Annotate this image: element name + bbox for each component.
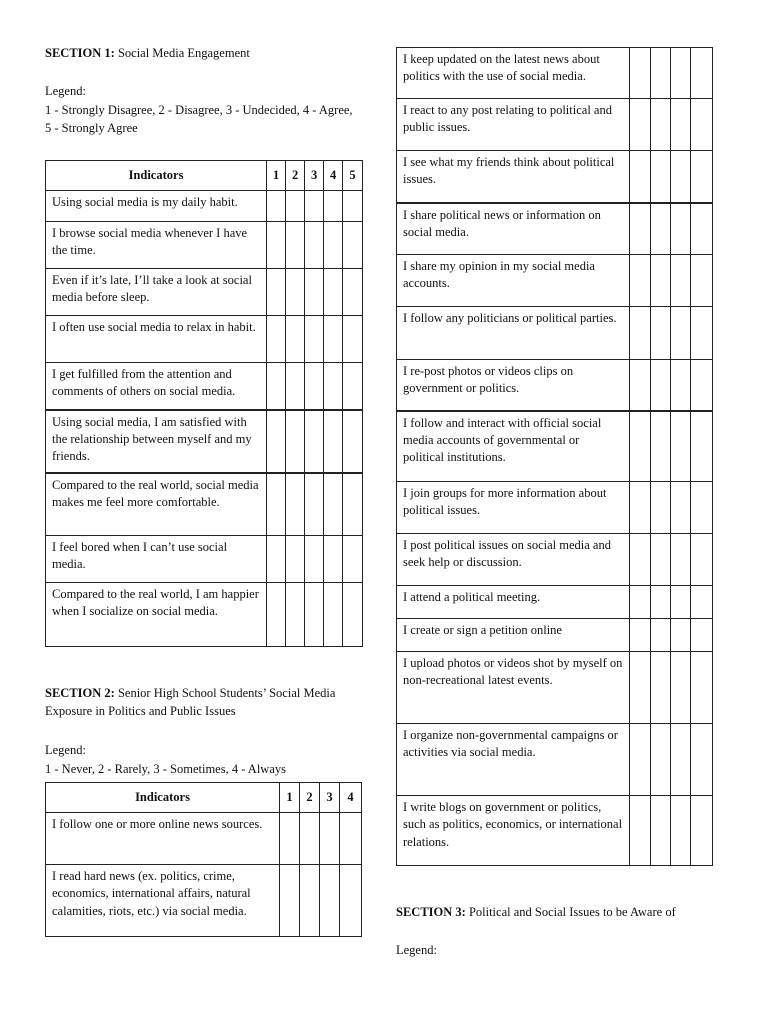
rating-cell-3[interactable] <box>671 360 691 411</box>
rating-cell-2[interactable] <box>286 222 305 269</box>
indicators-header: Indicators <box>46 161 267 191</box>
scale-header-4: 4 <box>340 783 362 813</box>
rating-cell-2[interactable] <box>651 307 671 360</box>
table-row <box>397 255 713 307</box>
section3-title <box>396 904 736 922</box>
rating-cell-4[interactable] <box>691 151 713 203</box>
rating-cell-5[interactable] <box>343 536 363 583</box>
scale-header-3: 3 <box>320 783 340 813</box>
rating-cell-5[interactable] <box>343 410 363 473</box>
rating-cell-2[interactable] <box>651 619 671 652</box>
table-row <box>397 411 713 482</box>
table-row <box>397 482 713 534</box>
rating-cell-2[interactable] <box>286 473 305 536</box>
rating-cell-1[interactable] <box>630 48 651 99</box>
indicator-text: Even if it’s late, I’ll take a look at social media before sleep. <box>46 269 267 316</box>
rating-cell-3[interactable] <box>671 534 691 586</box>
rating-cell-1[interactable] <box>630 99 651 151</box>
rating-cell-4[interactable] <box>691 586 713 619</box>
rating-cell-2[interactable] <box>651 360 671 411</box>
rating-cell-3[interactable] <box>305 536 324 583</box>
rating-cell-5[interactable] <box>343 316 363 363</box>
rating-cell-3[interactable] <box>305 473 324 536</box>
rating-cell-2[interactable] <box>651 151 671 203</box>
indicator-text: I react to any post relating to political and public issues. <box>397 99 630 151</box>
rating-cell-1[interactable] <box>630 586 651 619</box>
rating-cell-4[interactable] <box>324 536 343 583</box>
rating-cell-1[interactable] <box>280 813 300 865</box>
section2-table-continued <box>396 47 713 866</box>
indicator-text: I follow any politicians or political parties. <box>397 307 630 360</box>
indicators-header: Indicators <box>46 783 280 813</box>
rating-cell-1[interactable] <box>267 363 286 410</box>
table-row <box>46 536 363 583</box>
scale-header-2: 2 <box>300 783 320 813</box>
section3-title-text: Political and Social Issues to be Aware of <box>465 905 676 919</box>
rating-cell-1[interactable] <box>630 796 651 866</box>
rating-cell-1[interactable] <box>267 410 286 473</box>
rating-cell-3[interactable] <box>320 813 340 865</box>
indicator-text: I attend a political meeting. <box>397 586 630 619</box>
rating-cell-2[interactable] <box>651 411 671 482</box>
rating-cell-4[interactable] <box>691 203 713 255</box>
scale-header-3: 3 <box>305 161 324 191</box>
section1-legend-label: Legend: <box>45 84 86 98</box>
rating-cell-3[interactable] <box>671 482 691 534</box>
scale-header-1: 1 <box>280 783 300 813</box>
rating-cell-3[interactable] <box>671 652 691 724</box>
section2-title <box>45 685 375 720</box>
rating-cell-2[interactable] <box>651 255 671 307</box>
table-row <box>397 48 713 99</box>
section2-title-text: Senior High School Students’ Social Media Exposure in Politics and Public Issues <box>45 686 336 718</box>
indicator-text: I re-post photos or videos clips on government or politics. <box>397 360 630 411</box>
indicator-text: I often use social media to relax in habit. <box>46 316 267 363</box>
rating-cell-2[interactable] <box>651 796 671 866</box>
section1-heading: SECTION 1: <box>45 46 115 60</box>
rating-cell-1[interactable] <box>630 534 651 586</box>
rating-cell-4[interactable] <box>324 410 343 473</box>
section3-heading: SECTION 3: <box>396 905 466 919</box>
rating-cell-1[interactable] <box>630 724 651 796</box>
rating-cell-3[interactable] <box>671 411 691 482</box>
rating-cell-2[interactable] <box>651 48 671 99</box>
rating-cell-3[interactable] <box>671 99 691 151</box>
rating-cell-3[interactable] <box>671 203 691 255</box>
indicator-text: I share political news or information on social media. <box>397 203 630 255</box>
table-row <box>46 269 363 316</box>
rating-cell-1[interactable] <box>630 482 651 534</box>
indicator-text: I follow one or more online news sources. <box>46 813 280 865</box>
table-row <box>397 360 713 411</box>
table-row <box>397 203 713 255</box>
rating-cell-1[interactable] <box>267 536 286 583</box>
rating-cell-4[interactable] <box>691 255 713 307</box>
rating-cell-3[interactable] <box>671 796 691 866</box>
section1-legend-text: 1 - Strongly Disagree, 2 - Disagree, 3 - Undecided, 4 - Agree, 5 - Strongly Agree <box>45 103 353 135</box>
rating-cell-2[interactable] <box>286 269 305 316</box>
rating-cell-4[interactable] <box>691 411 713 482</box>
indicator-text: I join groups for more information about political issues. <box>397 482 630 534</box>
scale-header-4: 4 <box>324 161 343 191</box>
rating-cell-5[interactable] <box>343 363 363 410</box>
rating-cell-3[interactable] <box>305 583 324 647</box>
rating-cell-2[interactable] <box>651 652 671 724</box>
indicator-text: I see what my friends think about political issues. <box>397 151 630 203</box>
rating-cell-2[interactable] <box>286 363 305 410</box>
rating-cell-4[interactable] <box>324 316 343 363</box>
indicator-text: I browse social media whenever I have the time. <box>46 222 267 269</box>
table-row <box>46 473 363 536</box>
rating-cell-1[interactable] <box>630 360 651 411</box>
indicator-text: I read hard news (ex. politics, crime, economics, international affairs, natural calamities, riots, etc.) via social media. <box>46 865 280 937</box>
table-row <box>397 586 713 619</box>
rating-cell-3[interactable] <box>305 222 324 269</box>
rating-cell-4[interactable] <box>691 99 713 151</box>
rating-cell-1[interactable] <box>630 255 651 307</box>
table-row <box>397 151 713 203</box>
rating-cell-2[interactable] <box>651 586 671 619</box>
rating-cell-4[interactable] <box>324 222 343 269</box>
rating-cell-1[interactable] <box>630 151 651 203</box>
section2-header-row <box>46 783 362 813</box>
rating-cell-1[interactable] <box>630 619 651 652</box>
rating-cell-4[interactable] <box>340 865 362 937</box>
rating-cell-3[interactable] <box>305 316 324 363</box>
rating-cell-4[interactable] <box>324 473 343 536</box>
rating-cell-2[interactable] <box>651 482 671 534</box>
rating-cell-4[interactable] <box>691 652 713 724</box>
table-row <box>46 410 363 473</box>
section1-table <box>45 160 363 647</box>
rating-cell-2[interactable] <box>651 203 671 255</box>
rating-cell-3[interactable] <box>305 191 324 222</box>
rating-cell-2[interactable] <box>286 410 305 473</box>
rating-cell-3[interactable] <box>320 865 340 937</box>
rating-cell-2[interactable] <box>286 191 305 222</box>
indicator-text: Compared to the real world, I am happier when I socialize on social media. <box>46 583 267 647</box>
indicator-text: I create or sign a petition online <box>397 619 630 652</box>
rating-cell-2[interactable] <box>300 865 320 937</box>
section1-title <box>45 45 365 63</box>
indicator-text: I post political issues on social media and seek help or discussion. <box>397 534 630 586</box>
rating-cell-2[interactable] <box>286 583 305 647</box>
indicator-text: I organize non-governmental campaigns or activities via social media. <box>397 724 630 796</box>
scale-header-2: 2 <box>286 161 305 191</box>
rating-cell-5[interactable] <box>343 473 363 536</box>
indicator-text: I get fulfilled from the attention and comments of others on social media. <box>46 363 267 410</box>
rating-cell-5[interactable] <box>343 191 363 222</box>
rating-cell-3[interactable] <box>305 363 324 410</box>
rating-cell-4[interactable] <box>691 48 713 99</box>
table-row <box>46 316 363 363</box>
rating-cell-3[interactable] <box>671 151 691 203</box>
rating-cell-4[interactable] <box>324 191 343 222</box>
table-row <box>397 534 713 586</box>
indicator-text: Using social media is my daily habit. <box>46 191 267 222</box>
rating-cell-4[interactable] <box>691 482 713 534</box>
rating-cell-1[interactable] <box>630 307 651 360</box>
indicator-text: I upload photos or videos shot by myself on non-recreational latest events. <box>397 652 630 724</box>
rating-cell-4[interactable] <box>691 307 713 360</box>
table-row <box>46 222 363 269</box>
rating-cell-1[interactable] <box>267 191 286 222</box>
table-row <box>46 865 362 937</box>
rating-cell-2[interactable] <box>286 316 305 363</box>
rating-cell-2[interactable] <box>300 813 320 865</box>
table-row <box>46 191 363 222</box>
rating-cell-1[interactable] <box>630 203 651 255</box>
indicator-text: I share my opinion in my social media accounts. <box>397 255 630 307</box>
table-row <box>397 652 713 724</box>
rating-cell-5[interactable] <box>343 222 363 269</box>
section3-legend-label: Legend: <box>396 943 437 957</box>
rating-cell-3[interactable] <box>671 307 691 360</box>
rating-cell-1[interactable] <box>267 583 286 647</box>
rating-cell-1[interactable] <box>267 316 286 363</box>
rating-cell-4[interactable] <box>691 724 713 796</box>
rating-cell-5[interactable] <box>343 583 363 647</box>
section2-legend-text: 1 - Never, 2 - Rarely, 3 - Sometimes, 4 - Always <box>45 762 286 776</box>
rating-cell-5[interactable] <box>343 269 363 316</box>
indicator-text: I keep updated on the latest news about politics with the use of social media. <box>397 48 630 99</box>
rating-cell-1[interactable] <box>630 411 651 482</box>
rating-cell-2[interactable] <box>651 534 671 586</box>
section2-legend-label: Legend: <box>45 743 86 757</box>
table-row <box>397 724 713 796</box>
rating-cell-3[interactable] <box>671 586 691 619</box>
table-row <box>46 813 362 865</box>
table-row <box>397 307 713 360</box>
section1-title-text: Social Media Engagement <box>114 46 250 60</box>
indicator-text: I write blogs on government or politics, such as politics, economics, or international relations. <box>397 796 630 866</box>
section2-heading: SECTION 2: <box>45 686 115 700</box>
rating-cell-1[interactable] <box>267 269 286 316</box>
rating-cell-4[interactable] <box>340 813 362 865</box>
table-row <box>46 363 363 410</box>
table-row <box>397 796 713 866</box>
rating-cell-1[interactable] <box>630 652 651 724</box>
indicator-text: Compared to the real world, social media makes me feel more comfortable. <box>46 473 267 536</box>
table-row <box>397 619 713 652</box>
indicator-text: I feel bored when I can’t use social media. <box>46 536 267 583</box>
section2-table <box>45 782 362 937</box>
rating-cell-4[interactable] <box>324 583 343 647</box>
rating-cell-3[interactable] <box>305 269 324 316</box>
rating-cell-2[interactable] <box>651 99 671 151</box>
rating-cell-4[interactable] <box>691 534 713 586</box>
rating-cell-4[interactable] <box>691 360 713 411</box>
rating-cell-2[interactable] <box>286 536 305 583</box>
rating-cell-3[interactable] <box>671 724 691 796</box>
rating-cell-3[interactable] <box>305 410 324 473</box>
rating-cell-3[interactable] <box>671 619 691 652</box>
rating-cell-4[interactable] <box>691 619 713 652</box>
table-row <box>397 99 713 151</box>
rating-cell-4[interactable] <box>324 363 343 410</box>
rating-cell-3[interactable] <box>671 48 691 99</box>
scale-header-5: 5 <box>343 161 363 191</box>
section1-header-row <box>46 161 363 191</box>
rating-cell-2[interactable] <box>651 724 671 796</box>
table-row <box>46 583 363 647</box>
rating-cell-3[interactable] <box>671 255 691 307</box>
rating-cell-1[interactable] <box>280 865 300 937</box>
scale-header-1: 1 <box>267 161 286 191</box>
indicator-text: I follow and interact with official social media accounts of governmental or political institutions. <box>397 411 630 482</box>
indicator-text: Using social media, I am satisfied with the relationship between myself and my friends. <box>46 410 267 473</box>
rating-cell-4[interactable] <box>324 269 343 316</box>
rating-cell-1[interactable] <box>267 473 286 536</box>
rating-cell-1[interactable] <box>267 222 286 269</box>
rating-cell-4[interactable] <box>691 796 713 866</box>
